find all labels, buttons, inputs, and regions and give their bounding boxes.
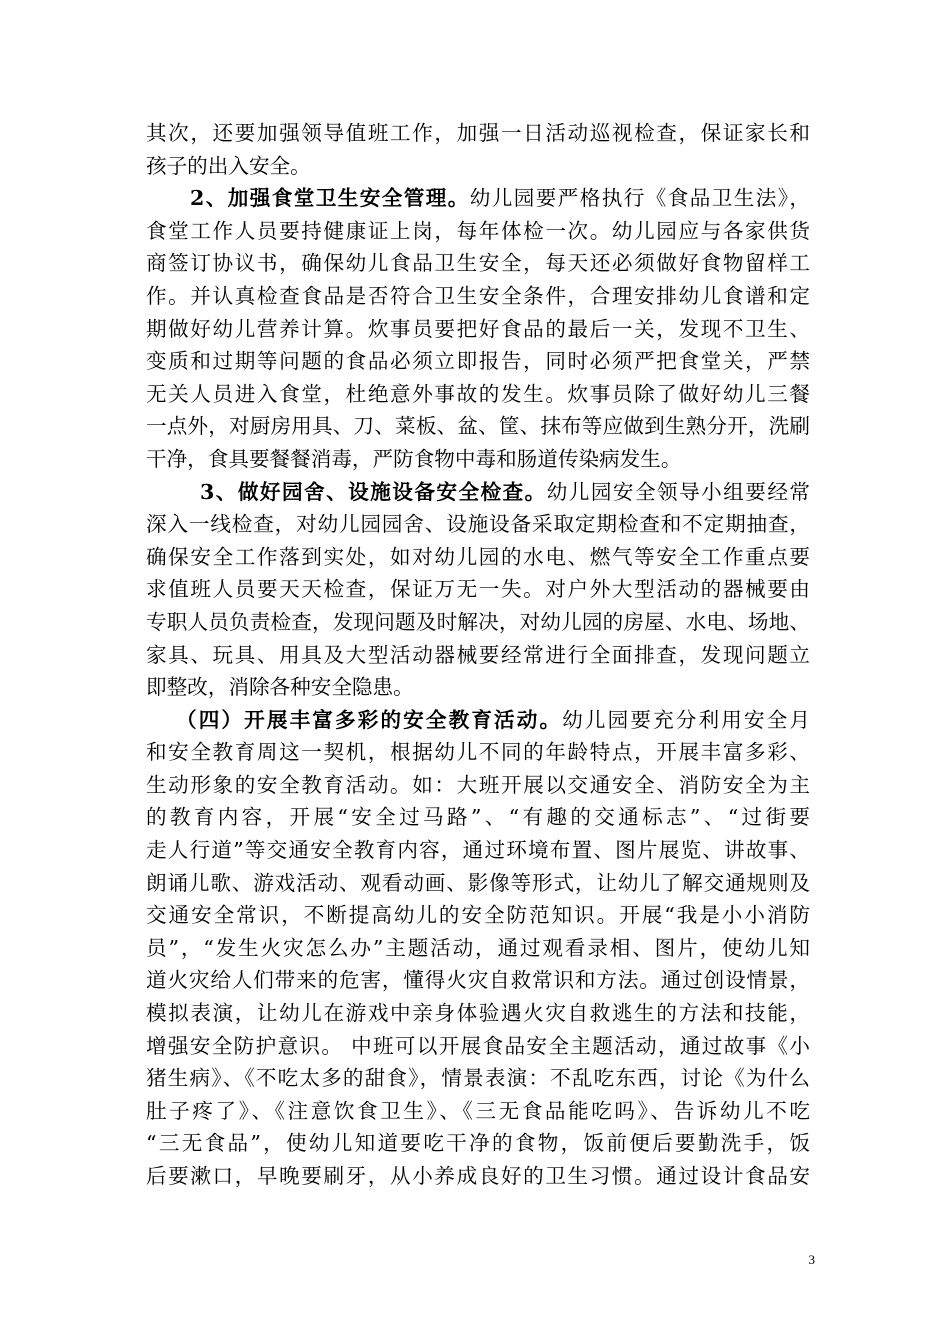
- text-line: 变质和过期等问题的食品必须立即报告，同时必须严把食堂关，严禁: [146, 349, 810, 374]
- text-line: 期做好幼儿营养计算。炊事员要把好食品的最后一关，发现不卫生、: [146, 316, 810, 341]
- text-line: 干净，食具要餐餐消毒，严防食物中毒和肠道传染病发生。: [146, 446, 682, 471]
- text-line: [146, 182, 810, 215]
- text-line: [146, 704, 810, 737]
- page-number: 3: [808, 1252, 815, 1267]
- section-heading: （四）开展丰富多彩的安全教育活动。: [176, 707, 563, 732]
- text-line: 增强安全防护意识。 中班可以开展食品安全主题活动，通过故事《小: [146, 1033, 810, 1058]
- text-line: 交通安全常识，不断提高幼儿的安全防范知识。开展“我是小小消防: [146, 903, 810, 928]
- text-line: 后要漱口，早晚要刷牙，从小养成良好的卫生习惯。通过设计食品安: [146, 1164, 810, 1188]
- text-line: 其次，还要加强领导值班工作，加强一日活动巡视检查，保证家长和: [146, 121, 810, 145]
- text-line: 道火灾给人们带来的危害，懂得火灾自救常识和方法。通过创设情景，: [146, 968, 810, 993]
- text-line: 朗诵儿歌、游戏活动、观看动画、影像等形式，让幼儿了解交通规则及: [146, 870, 810, 895]
- text-line: 猪生病》、《不吃太多的甜食》，情景表演：不乱吃东西，讨论《为什么: [146, 1066, 810, 1091]
- text-line: 家具、玩具、用具及大型活动器械要经常进行全面排查，发现问题立: [146, 642, 810, 667]
- text-line: 深入一线检查，对幼儿园园舍、设施设备采取定期检查和不定期抽查，: [146, 512, 810, 537]
- text-line: 员”，“发生火灾怎么办”主题活动，通过观看录相、图片，使幼儿知: [146, 935, 810, 960]
- text-line: 生动形象的安全教育活动。如：大班开展以交通安全、消防安全为主: [146, 772, 810, 797]
- text-line: 求值班人员要天天检查，保证万无一失。对户外大型活动的器械要由: [146, 577, 810, 602]
- section-heading: 3、做好园舍、设施设备安全检查。: [200, 479, 547, 504]
- text-line: 无关人员进入食堂，杜绝意外事故的发生。炊事员除了做好幼儿三餐: [146, 381, 810, 406]
- text-line: 模拟表演，让幼儿在游戏中亲身体验遇火灾自救逃生的方法和技能，: [146, 1001, 810, 1026]
- text-line: [146, 476, 810, 509]
- text-line: 作。并认真检查食品是否符合卫生安全条件，合理安排幼儿食谱和定: [146, 283, 810, 308]
- text-run: 幼儿园安全领导小组要经常: [546, 479, 811, 504]
- text-run: 幼儿园要充分利用安全月: [562, 707, 810, 732]
- text-line: 肚子疼了》、《注意饮食卫生》、《三无食品能吃吗》、告诉幼儿不吃: [146, 1098, 810, 1123]
- text-line: 一点外，对厨房用具、刀、菜板、盆、筐、抹布等应做到生熟分开，洗刷: [146, 414, 810, 439]
- text-line: 即整改，消除各种安全隐患。: [146, 675, 414, 700]
- text-line: 商签订协议书，确保幼儿食品卫生安全，每天还必须做好食物留样工: [146, 251, 810, 276]
- text-line: 确保安全工作落到实处，如对幼儿园的水电、燃气等安全工作重点要: [146, 544, 810, 569]
- text-line: 食堂工作人员要持健康证上岗，每年体检一次。幼儿园应与各家供货: [146, 218, 810, 243]
- text-line: 走人行道”等交通安全教育内容，通过环境布置、图片展览、讲故事、: [146, 838, 810, 863]
- text-line: 专职人员负责检查，发现问题及时解决，对幼儿园的房屋、水电、场地、: [146, 609, 810, 634]
- body-text: [146, 117, 810, 1193]
- text-line: 孩子的出入安全。: [146, 153, 311, 178]
- section-heading: 2、加强食堂卫生安全管理。: [190, 186, 470, 211]
- text-line: 的教育内容，开展“安全过马路”、“有趣的交通标志”、“过街要: [146, 805, 810, 830]
- text-run: 幼儿园要严格执行《食品卫生法》，: [469, 186, 811, 211]
- text-line: 和安全教育周这一契机，根据幼儿不同的年龄特点，开展丰富多彩、: [146, 740, 810, 765]
- text-line: “三无食品”，使幼儿知道要吃干净的食物，饭前便后要勤洗手，饭: [146, 1131, 810, 1156]
